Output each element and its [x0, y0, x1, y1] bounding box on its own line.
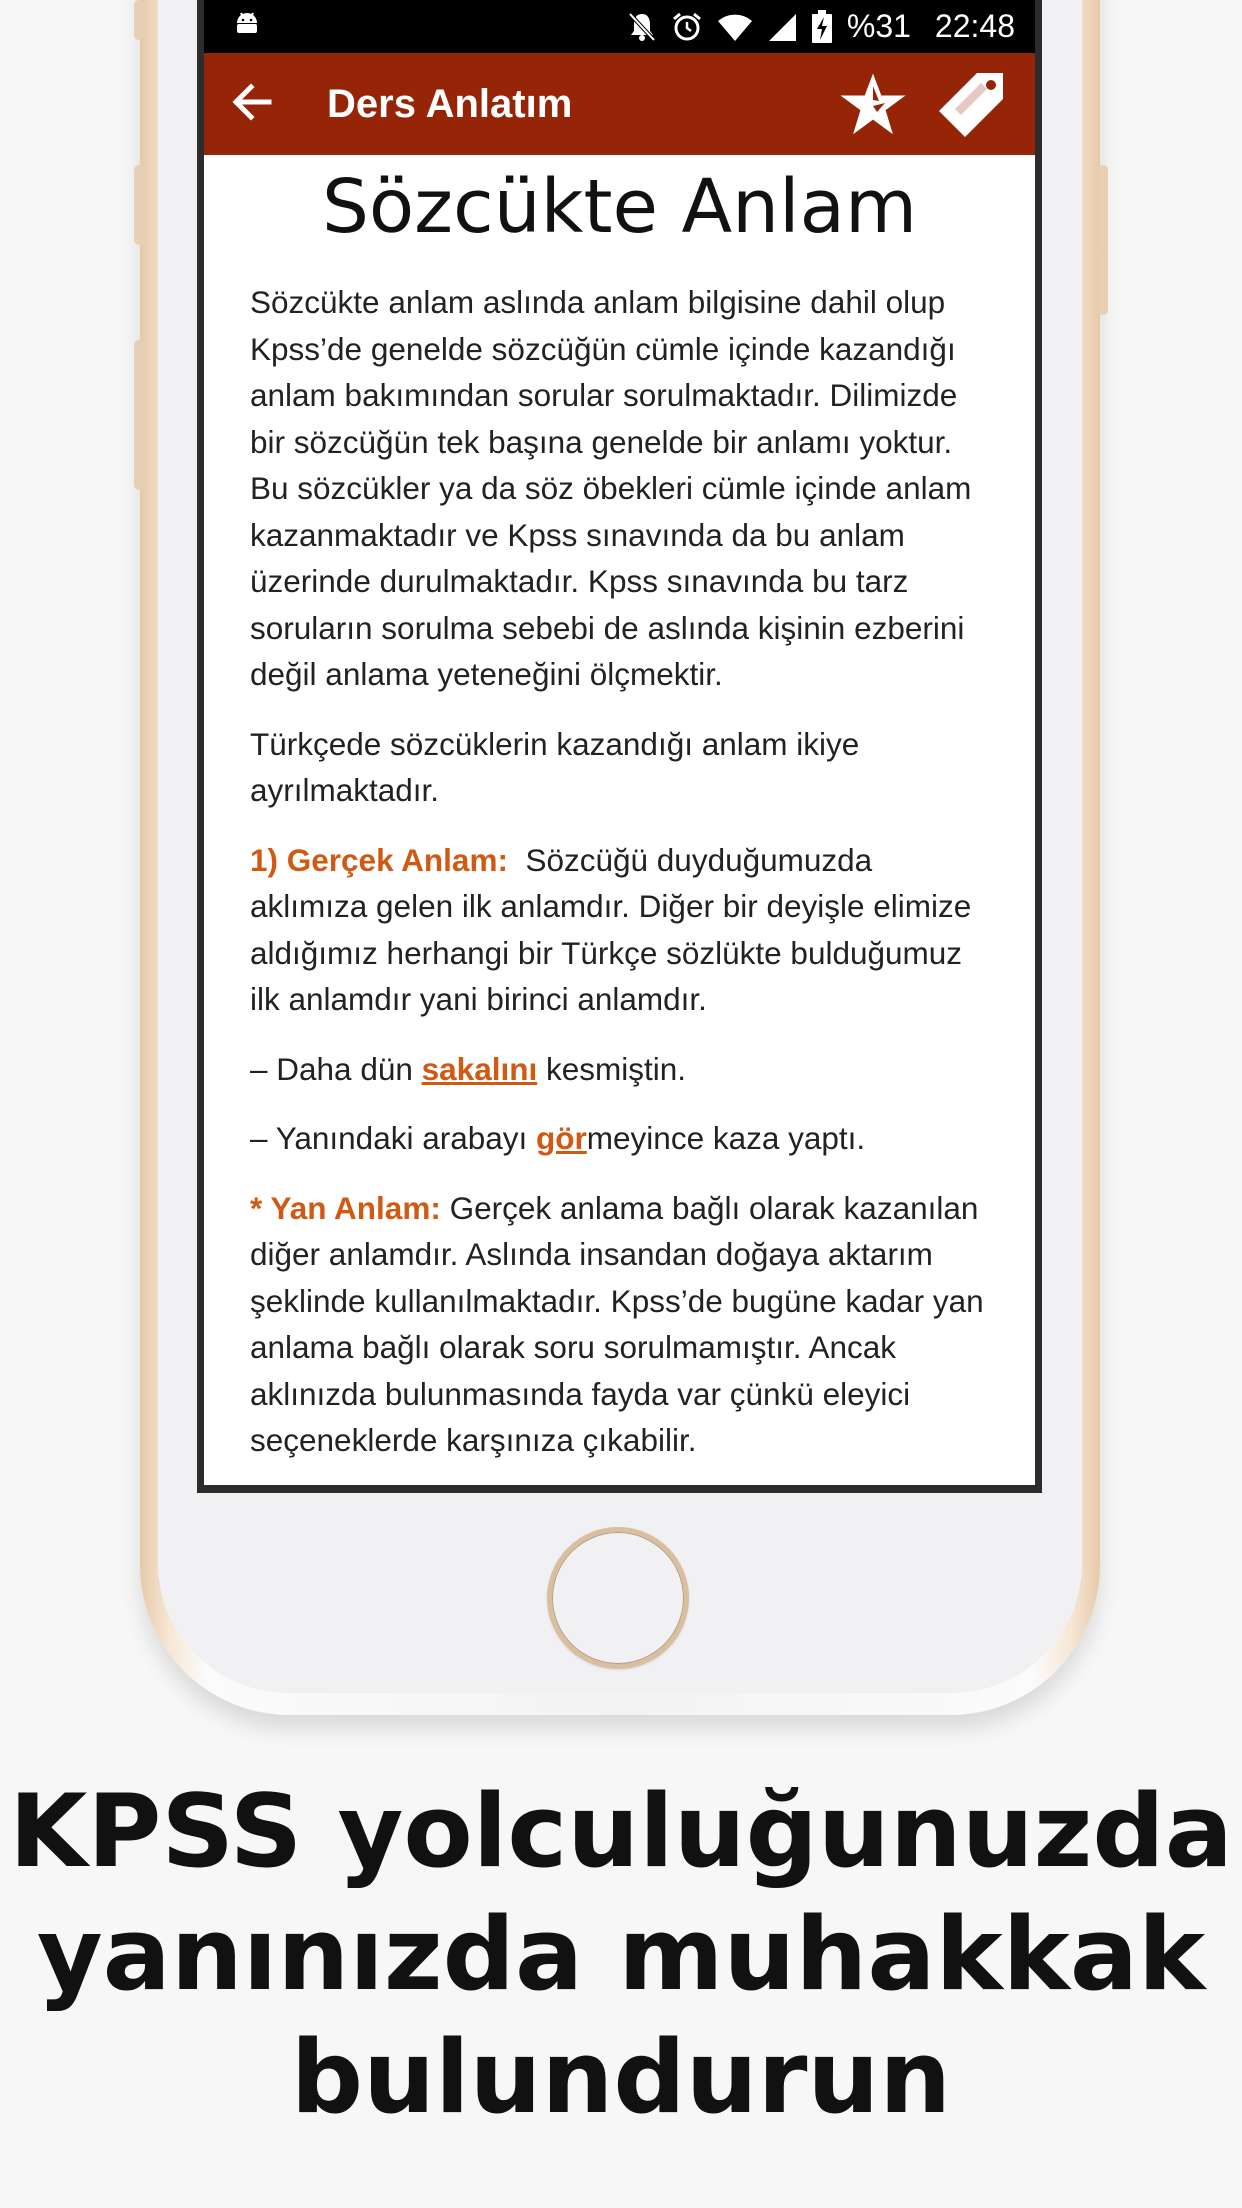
- star-icon: [839, 72, 907, 136]
- side-meaning-label: * Yan Anlam:: [250, 1189, 441, 1226]
- phone-side-button: [134, 0, 144, 40]
- battery-icon: [811, 10, 833, 44]
- back-button[interactable]: [212, 53, 292, 155]
- phone-screen: [197, 0, 1042, 1493]
- example-highlight: sakalını: [421, 1050, 538, 1087]
- lesson-content: [204, 155, 1035, 1485]
- wifi-icon: [717, 12, 753, 42]
- page-title: Sözcükte Anlam: [321, 164, 918, 250]
- tag-button[interactable]: [937, 69, 1007, 139]
- favorite-button[interactable]: [839, 72, 907, 136]
- app-title: Ders Anlatım: [327, 81, 573, 126]
- phone-side-button: [134, 165, 144, 245]
- example-highlight: gör: [536, 1120, 587, 1156]
- back-arrow-icon: [231, 81, 273, 127]
- split-paragraph: Türkçede sözcüklerin kazandığı anlam ikiye ayrılmaktadır.: [250, 725, 860, 808]
- battery-percent: %31: [846, 8, 911, 44]
- android-icon: [234, 8, 260, 45]
- signal-icon: [767, 12, 797, 42]
- real-meaning-text: Sözcüğü duyduğumuzda aklımıza gelen ilk anlamdır. Diğer bir deyişle elimize aldığımız herhangi bir Türkçe sözlükte bulduğumuz ilk anlamdır yani birinci anlamdır.: [250, 841, 972, 1017]
- home-button: [547, 1527, 689, 1669]
- real-meaning-paragraph: [250, 837, 989, 1023]
- tagline-line: yanınızda muhakkak: [36, 1895, 1206, 2013]
- status-bar: [204, 0, 1035, 53]
- phone-side-button: [1098, 165, 1108, 315]
- example-two: [250, 1115, 989, 1162]
- real-meaning-label: 1) Gerçek Anlam:: [250, 841, 508, 878]
- phone-side-button: [134, 340, 144, 490]
- example-text: – Yanındaki arabayı: [250, 1120, 537, 1156]
- intro-paragraph: Sözcükte anlam aslında anlam bilgisine dahil olup Kpss’de genelde sözcüğün cümle içinde kazandığı anlam bakımından sorular sorulmaktadır. Dilimizde bir sözcüğün tek başına genelde bir anlamı yoktur. Bu sözcükler ya da söz öbekleri cümle içinde anlam kazanmaktadır ve Kpss sınavında da bu anlam üzerinde durulmaktadır. Kpss sınavında bu tarz soruların sorulma sebebi de aslında kişinin ezberini değil anlama yeteneğini ölçmektir.: [250, 284, 972, 692]
- clock: 22:48: [934, 8, 1015, 44]
- app-bar: [204, 53, 1035, 155]
- side-meaning-text: Gerçek anlama bağlı olarak kazanılan diğer anlamdır. Aslında insandan doğaya aktarım şeklinde kullanılmaktadır. Kpss’de bugüne kadar yan anlama bağlı olarak soru sorulmamıştır. Ancak aklınızda bulunmasında fayda var çünkü eleyici seçeneklerde karşınıza çıkabilir.: [250, 1189, 984, 1458]
- muted-bell-icon: [627, 11, 657, 43]
- side-meaning-paragraph: [250, 1185, 989, 1464]
- example-text: – Daha dün: [250, 1050, 422, 1087]
- example-text: kesmiştin.: [537, 1050, 686, 1087]
- tag-icon: [937, 69, 1007, 139]
- promo-tagline: [0, 1770, 1242, 2139]
- example-one: [250, 1046, 989, 1093]
- tagline-line: KPSS yolculuğunuzda: [9, 1772, 1233, 1890]
- alarm-icon: [671, 11, 703, 43]
- tagline-line: bulundurun: [290, 2018, 952, 2136]
- example-text: meyince kaza yaptı.: [586, 1120, 866, 1156]
- app-screen: [204, 0, 1035, 1485]
